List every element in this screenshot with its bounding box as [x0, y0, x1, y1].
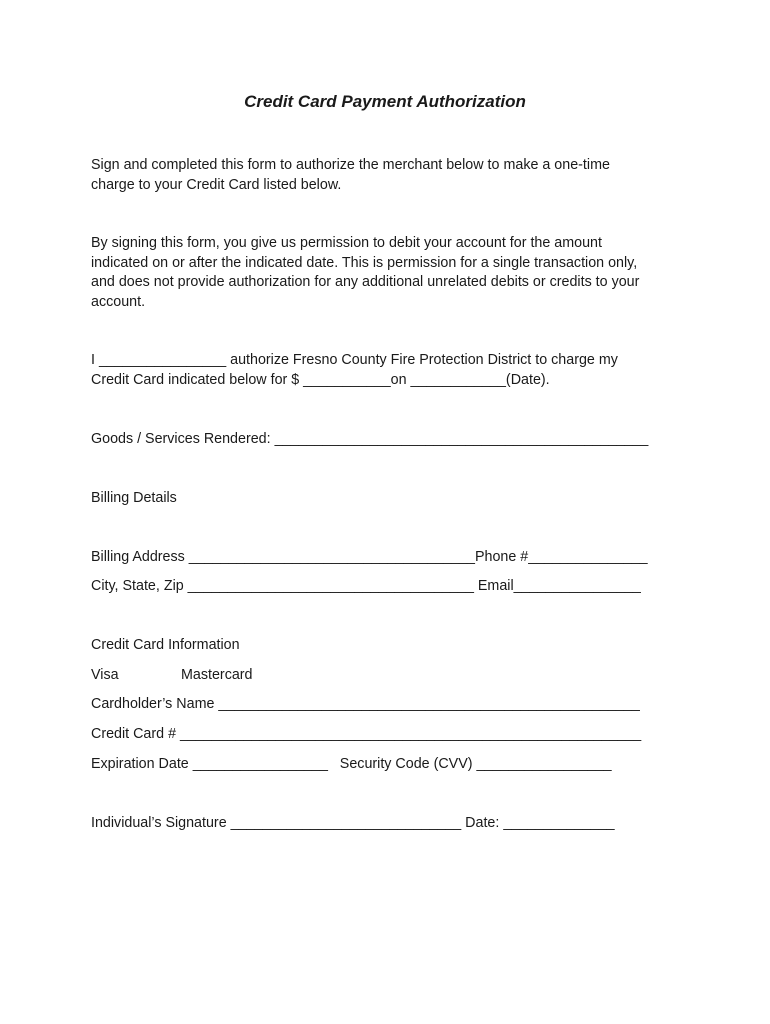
- authorize-line-2: Credit Card indicated below for $ ___________on ____________(Date).: [91, 372, 550, 388]
- expiration-cvv-field: Expiration Date _________________ Security Code (CVV) _________________: [91, 756, 612, 772]
- card-number-field: Credit Card # __________________________________________________________: [91, 726, 642, 742]
- form-title: Credit Card Payment Authorization: [244, 92, 526, 111]
- intro-line-2: charge to your Credit Card listed below.: [91, 177, 342, 193]
- city-state-zip-field: City, State, Zip ____________________________________ Email________________: [91, 578, 641, 594]
- permission-line-1: By signing this form, you give us permission to debit your account for the amount: [91, 235, 602, 251]
- billing-heading: Billing Details: [91, 490, 177, 506]
- intro-line-1: Sign and completed this form to authorize the merchant below to make a one-time: [91, 157, 610, 173]
- goods-services-field: Goods / Services Rendered: _______________________________________________: [91, 431, 649, 447]
- cardholder-name-field: Cardholder’s Name _____________________________________________________: [91, 696, 640, 712]
- visa-option: Visa: [91, 667, 119, 683]
- mastercard-option: Mastercard: [181, 667, 253, 683]
- signature-field: Individual’s Signature _____________________________ Date: ______________: [91, 815, 615, 831]
- billing-address-field: Billing Address ____________________________________Phone #_______________: [91, 549, 648, 565]
- authorize-line-1: I ________________ authorize Fresno County Fire Protection District to charge my: [91, 352, 618, 368]
- permission-line-3: and does not provide authorization for any additional unrelated debits or credits to your: [91, 274, 640, 290]
- permission-line-4: account.: [91, 294, 146, 310]
- card-heading: Credit Card Information: [91, 637, 240, 653]
- permission-line-2: indicated on or after the indicated date. This is permission for a single transaction only,: [91, 255, 638, 271]
